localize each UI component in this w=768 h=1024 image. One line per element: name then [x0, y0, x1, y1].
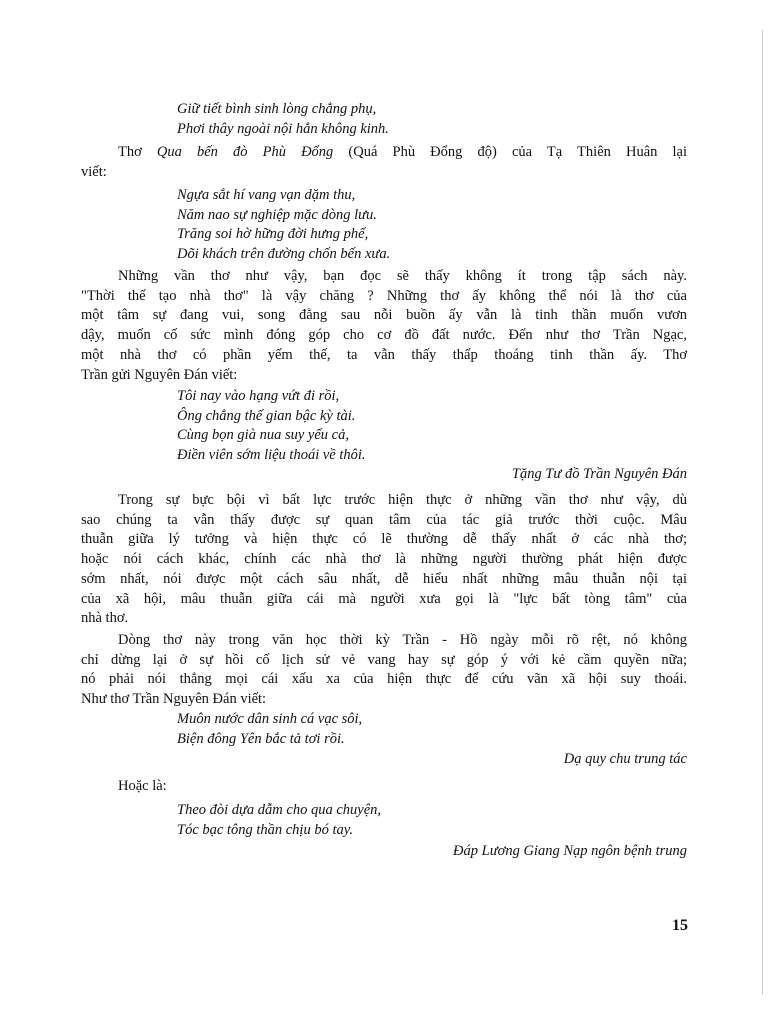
paragraph-line: dậy, muốn cố sức mình đóng góp cho cơ đồ đất nước. Đến như thơ Trần Ngạc, — [81, 327, 687, 344]
verse-line: Biện đông Yên bắc tả tơi rồi. — [177, 730, 345, 747]
verse-block-3 — [177, 387, 366, 465]
page-edge-line — [762, 30, 763, 995]
paragraph-line: Trần gửi Nguyên Đán viết: — [81, 366, 238, 383]
verse-line: Theo đòi dựa dẫm cho qua chuyện, — [177, 802, 382, 818]
text-run: (Quá Phù Đổng độ) của Tạ Thiên Huân lại — [333, 144, 687, 160]
paragraph-line: một tâm sự đang vui, song đằng sau nỗi buồn ấy vẫn là tinh thần muốn vươn — [81, 307, 687, 324]
paragraph-1 — [81, 143, 687, 182]
verse-line: Trăng soi hờ hững đời hưng phế, — [177, 226, 369, 243]
paragraph-4 — [81, 631, 687, 710]
paragraph-line: sao chúng ta vẫn thấy được sự quan tâm của tác giả trước thời cuộc. Mâu — [81, 511, 687, 528]
poem-attribution: Đáp Lương Giang Nạp ngôn bệnh trung — [453, 843, 687, 859]
paragraph-line: hoặc nói cách khác, chính các nhà thơ là những người thường phát hiện được — [81, 551, 687, 568]
verse-line: Tóc bạc tông thần chịu bó tay. — [177, 821, 353, 838]
intro-text: Hoặc là: — [118, 778, 167, 794]
verse-line: Ông chẳng thế gian bậc kỳ tài. — [177, 407, 356, 424]
paragraph-2 — [81, 267, 687, 385]
poem-attribution: Tặng Tư đồ Trần Nguyên Đán — [511, 466, 687, 482]
paragraph-line: sớm nhất, nói được một cách sâu nhất, dễ hiểu nhất những mâu thuẫn nội tại — [81, 570, 687, 587]
verse-line: Cùng bọn già nua suy yếu cả, — [177, 427, 349, 444]
paragraph-line: chỉ dừng lại ở sự hồi cố lịch sử vẻ vang hay sự góp ý với kẻ cầm quyền nữa; — [81, 651, 687, 668]
verse-line: Giữ tiết bình sinh lòng chẳng phụ, — [177, 101, 377, 117]
verse-block-2 — [177, 186, 390, 264]
paragraph-line: một nhà thơ có phần yếm thế, ta vẫn thấy thấp thoáng tinh thần ấy. Thơ — [81, 346, 687, 363]
verse-line: Tôi nay vào hạng vứt đi rồi, — [177, 388, 340, 404]
verse-line: Dõi khách trên đường chốn bến xưa. — [177, 245, 391, 262]
paragraph-line: của xã hội, mâu thuẫn giữa cái mà người xưa gọi là "lực bất tòng tâm" của — [81, 590, 687, 607]
poem-title: Qua bến đò Phù Đổng — [156, 144, 334, 160]
page-number: 15 — [672, 917, 688, 934]
verse-block-1 — [177, 100, 389, 139]
verse-line: Phơi thây ngoài nội hẳn không kinh. — [177, 120, 389, 137]
paragraph-line: nó phải nói thẳng mọi cái xấu xa của hiện thực để cứu vãn xã hội suy thoái. — [81, 671, 687, 688]
verse-block-5 — [177, 801, 381, 840]
paragraph-line — [81, 143, 687, 163]
paragraph-3 — [81, 491, 687, 629]
paragraph-line: Như thơ Trần Nguyên Đán viết: — [81, 691, 267, 708]
paragraph-line: thuẫn giữa lý tưởng và hiện thực có lẽ thường dễ thấy nhất ở các nhà thơ; — [81, 531, 687, 548]
poem-attribution: Dạ quy chu trung tác — [563, 751, 687, 767]
verse-line: Năm nao sự nghiệp mặc dòng lưu. — [177, 206, 377, 223]
paragraph-line: Dòng thơ này trong văn học thời kỳ Trần - Hồ ngày mỗi rõ rệt, nó không — [118, 632, 687, 648]
paragraph-line: nhà thơ. — [81, 610, 129, 627]
text-run: Thơ — [118, 144, 157, 160]
verse-line: Ngựa sắt hí vang vạn dặm thu, — [177, 187, 356, 203]
verse-line: Muôn nước dân sinh cá vạc sôi, — [177, 711, 363, 727]
paragraph-line: "Thời thế tạo nhà thơ" là vậy chăng ? Những thơ ấy không thể nói là thơ của — [81, 287, 687, 304]
verse-block-4 — [177, 710, 362, 749]
verse-line: Điền viên sớm liệu thoái về thôi. — [177, 446, 366, 463]
paragraph-line: viết: — [81, 163, 107, 180]
paragraph-line: Những vần thơ như vậy, bạn đọc sẽ thấy không ít trong tập sách này. — [118, 268, 687, 284]
paragraph-line: Trong sự bực bội vì bất lực trước hiện thực ở những vần thơ như vậy, dù — [118, 492, 687, 508]
